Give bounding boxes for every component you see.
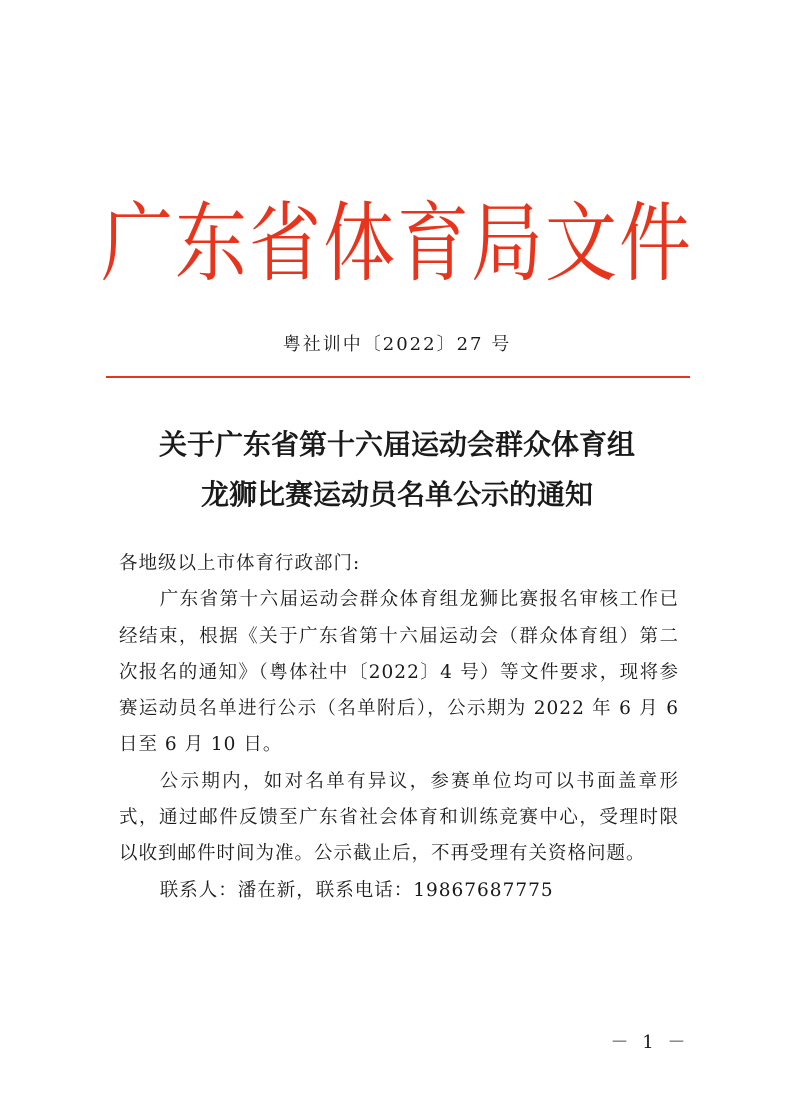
red-divider-line	[106, 376, 690, 378]
paragraph-contact: 联系人：潘在新，联系电话：19867687775	[159, 879, 554, 901]
page-number: － 1 －	[610, 1032, 690, 1053]
paragraph-review-complete: 广东省第十六届运动会群众体育组龙狮比赛报名审核工作已经结束，根据《关于广东省第十六届运动会（群众体育组）第二次报名的通知》（粤体社中〔2022〕4 号）等文件要求，现将参赛运动员名单进行公示（名单附后），公示期为 2022 年 6 月 6 日至 6 月 10 日。	[119, 589, 679, 756]
notice-body	[119, 546, 679, 909]
notice-title-line-1: 关于广东省第十六届运动会群众体育组	[158, 428, 635, 461]
notice-title-line-2: 龙狮比赛运动员名单公示的通知	[200, 478, 593, 511]
document-number: 粤社训中〔2022〕27 号	[282, 334, 512, 355]
masthead-title: 广东省体育局文件	[100, 192, 693, 294]
salutation: 各地级以上市体育行政部门:	[119, 553, 361, 574]
paragraph-objection-procedure: 公示期内，如对名单有异议，参赛单位均可以书面盖章形式，通过邮件反馈至广东省社会体育和训练竞赛中心，受理时限以收到邮件时间为准。公示截止后，不再受理有关资格问题。	[119, 770, 679, 865]
notice-title	[0, 420, 794, 520]
